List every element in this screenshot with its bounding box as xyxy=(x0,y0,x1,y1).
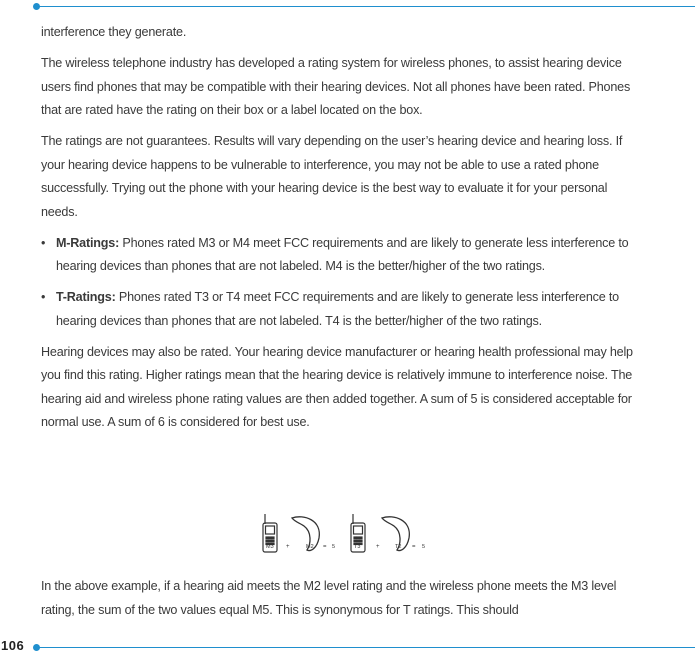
bullet-mark: • xyxy=(41,290,46,304)
paragraph-ratings-not-guaranteed: The ratings are not guarantees. Results will vary depending on the user’s hearing device and hearing loss. If your hearing device happens to be vulnerable to interference, you may not be able to use a rated phone successfully. Trying out the phone with your hearing device is the best way to evaluate it for your personal needs. xyxy=(41,134,623,219)
example-m-plus: + xyxy=(286,544,290,550)
bullet-t-ratings xyxy=(41,286,641,333)
bullet-term-m-ratings: M-Ratings: xyxy=(56,235,120,250)
paragraph-example-explanation: In the above example, if a hearing aid meets the M2 level rating and the wireless phone meets the M3 level rating, the sum of the two values equal M5. This is synonymous for T ratings. This should xyxy=(41,579,617,617)
page-number: 106 xyxy=(1,638,25,653)
example-m-phone: M3 xyxy=(266,544,274,550)
example-m-aid: M2 xyxy=(306,544,314,550)
example-t-sum: 5 xyxy=(422,544,426,550)
bullet-text-m-ratings: Phones rated M3 or M4 meet FCC requirements and are likely to generate less interference to hearing devices than phones that are not labeled. M4 is the better/higher of the two ratings. xyxy=(56,235,629,273)
top-rule-dot xyxy=(33,3,40,10)
example-m-sum: 5 xyxy=(332,544,336,550)
bullet-term-t-ratings: T-Ratings: xyxy=(56,290,116,304)
paragraph-continuation: interference they generate. xyxy=(41,25,187,39)
example-m-equals: = xyxy=(323,544,327,550)
bullet-text-t-ratings: Phones rated T3 or T4 meet FCC requirements and are likely to generate less interference to hearing devices than phones that are not labeled. T4 is the better/higher of the two ratings. xyxy=(56,290,619,328)
bottom-rule xyxy=(38,647,695,648)
paragraph-rating-system: The wireless telephone industry has developed a rating system for wireless phones, to assist hearing device users find phones that may be compatible with their hearing devices. Not all phones have been rated. Phones that are rated have the rating on their box or a label located on the box. xyxy=(41,56,631,117)
bullet-mark: • xyxy=(41,235,46,250)
paragraph-hearing-device-ratings: Hearing devices may also be rated. Your hearing device manufacturer or hearing health professional may help you find this rating. Higher ratings mean that the hearing device is relatively immune to interference noise. The hearing aid and wireless phone rating values are then added together. A sum of 5 is considered acceptable for normal use. A sum of 6 is considered for best use. xyxy=(41,344,633,429)
top-rule xyxy=(38,6,695,7)
rating-example-illustration xyxy=(262,512,432,556)
example-t-equals: = xyxy=(412,544,416,550)
bullet-m-ratings xyxy=(41,232,641,279)
example-t-aid: T2 xyxy=(395,544,402,550)
example-t-plus: + xyxy=(376,544,380,550)
example-t-phone: T3 xyxy=(354,544,361,550)
